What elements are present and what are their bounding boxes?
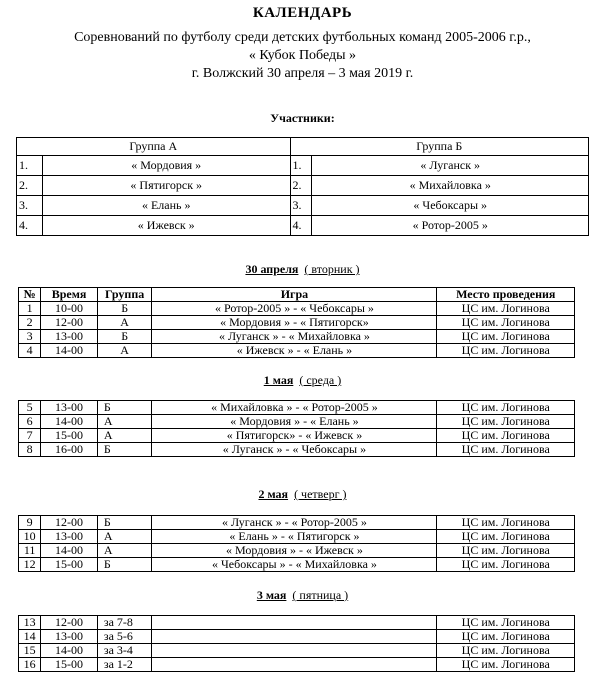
- day-date: 3 мая: [256, 588, 287, 602]
- match-venue: ЦС им. Логинова: [437, 302, 575, 316]
- match-time: 15-00: [41, 558, 98, 572]
- participant-number-a: 3.: [17, 196, 43, 216]
- match-group: А: [97, 530, 152, 544]
- match-row: [19, 644, 575, 658]
- subtitle-line-1: Соревнований по футболу среди детских футбольных команд 2005-2006 г.р.,: [74, 30, 531, 45]
- team-group-b: « Луганск »: [312, 156, 589, 176]
- participant-number-b: 1.: [290, 156, 312, 176]
- match-group: Б: [97, 330, 152, 344]
- match-number: 7: [19, 429, 41, 443]
- match-row: [19, 658, 575, 672]
- participant-number-a: 2.: [17, 176, 43, 196]
- day-weekday: ( четверг ): [294, 487, 347, 501]
- day-weekday: ( пятница ): [292, 588, 349, 602]
- match-group: А: [97, 429, 152, 443]
- match-number: 10: [19, 530, 41, 544]
- match-row: [19, 544, 575, 558]
- column-game: Игра: [152, 288, 437, 302]
- column-number: №: [19, 288, 41, 302]
- match-time: 14-00: [41, 544, 98, 558]
- match-venue: ЦС им. Логинова: [437, 401, 575, 415]
- match-game: « Чебоксары » - « Михайловка »: [152, 558, 437, 572]
- match-group: Б: [97, 558, 152, 572]
- match-game: [152, 658, 437, 672]
- match-group: Б: [97, 401, 152, 415]
- match-number: 16: [19, 658, 41, 672]
- match-venue: ЦС им. Логинова: [437, 415, 575, 429]
- group-b-header: Группа Б: [290, 138, 589, 156]
- match-time: 10-00: [41, 302, 98, 316]
- day-heading: [0, 262, 605, 277]
- participants-header-row: [17, 138, 589, 156]
- team-group-b: « Михайловка »: [312, 176, 589, 196]
- match-time: 12-00: [41, 616, 98, 630]
- match-game: « Елань » - « Пятигорск »: [152, 530, 437, 544]
- day-heading: [0, 373, 605, 388]
- match-game: [152, 616, 437, 630]
- match-number: 14: [19, 630, 41, 644]
- team-group-a: « Елань »: [42, 196, 290, 216]
- match-group: А: [97, 415, 152, 429]
- match-number: 9: [19, 516, 41, 530]
- match-venue: ЦС им. Логинова: [437, 330, 575, 344]
- subtitle-line-3: г. Волжский 30 апреля – 3 мая 2019 г.: [191, 66, 414, 81]
- schedule-table: [18, 400, 575, 457]
- participant-row: [17, 156, 589, 176]
- day-date: 2 мая: [258, 487, 289, 501]
- day-weekday: ( вторник ): [304, 262, 360, 276]
- match-group: за 1-2: [97, 658, 152, 672]
- match-group: А: [97, 316, 152, 330]
- match-number: 15: [19, 644, 41, 658]
- match-game: « Луганск » - « Чебоксары »: [152, 443, 437, 457]
- match-row: [19, 558, 575, 572]
- match-group: А: [97, 344, 152, 358]
- match-group: Б: [97, 302, 152, 316]
- match-row: [19, 330, 575, 344]
- column-venue: Место проведения: [437, 288, 575, 302]
- match-row: [19, 429, 575, 443]
- participant-number-b: 2.: [290, 176, 312, 196]
- match-time: 13-00: [41, 401, 98, 415]
- match-game: « Мордовия » - « Ижевск »: [152, 544, 437, 558]
- match-time: 13-00: [41, 630, 98, 644]
- day-date: 30 апреля: [245, 262, 299, 276]
- match-venue: ЦС им. Логинова: [437, 616, 575, 630]
- day-date: 1 мая: [263, 373, 294, 387]
- match-row: [19, 316, 575, 330]
- match-venue: ЦС им. Логинова: [437, 644, 575, 658]
- match-game: « Михайловка » - « Ротор-2005 »: [152, 401, 437, 415]
- match-venue: ЦС им. Логинова: [437, 544, 575, 558]
- subtitle-line-2: « Кубок Победы »: [248, 48, 357, 63]
- team-group-a: « Ижевск »: [42, 216, 290, 236]
- match-row: [19, 530, 575, 544]
- match-group: А: [97, 544, 152, 558]
- match-venue: ЦС им. Логинова: [437, 558, 575, 572]
- match-row: [19, 616, 575, 630]
- match-number: 5: [19, 401, 41, 415]
- match-group: за 5-6: [97, 630, 152, 644]
- match-game: « Ротор-2005 » - « Чебоксары »: [152, 302, 437, 316]
- team-group-b: « Чебоксары »: [312, 196, 589, 216]
- match-group: за 3-4: [97, 644, 152, 658]
- match-game: « Луганск » - « Михайловка »: [152, 330, 437, 344]
- match-number: 4: [19, 344, 41, 358]
- match-venue: ЦС им. Логинова: [437, 443, 575, 457]
- participant-number-b: 3.: [290, 196, 312, 216]
- match-game: [152, 644, 437, 658]
- match-group: Б: [97, 443, 152, 457]
- participant-number-b: 4.: [290, 216, 312, 236]
- match-time: 13-00: [41, 530, 98, 544]
- match-game: « Ижевск » - « Елань »: [152, 344, 437, 358]
- match-game: [152, 630, 437, 644]
- match-number: 3: [19, 330, 41, 344]
- match-time: 16-00: [41, 443, 98, 457]
- schedule-table: [18, 287, 575, 358]
- schedule-table: [18, 515, 575, 572]
- match-group: за 7-8: [97, 616, 152, 630]
- team-group-b: « Ротор-2005 »: [312, 216, 589, 236]
- participants-heading: Участники:: [270, 111, 335, 125]
- match-number: 12: [19, 558, 41, 572]
- match-time: 14-00: [41, 415, 98, 429]
- participant-number-a: 1.: [17, 156, 43, 176]
- match-venue: ЦС им. Логинова: [437, 658, 575, 672]
- team-group-a: « Мордовия »: [42, 156, 290, 176]
- match-time: 15-00: [41, 658, 98, 672]
- match-game: « Луганск » - « Ротор-2005 »: [152, 516, 437, 530]
- match-number: 6: [19, 415, 41, 429]
- participant-row: [17, 196, 589, 216]
- match-venue: ЦС им. Логинова: [437, 630, 575, 644]
- match-time: 13-00: [41, 330, 98, 344]
- match-time: 14-00: [41, 644, 98, 658]
- match-row: [19, 630, 575, 644]
- match-row: [19, 415, 575, 429]
- match-group: Б: [97, 516, 152, 530]
- match-number: 13: [19, 616, 41, 630]
- match-row: [19, 302, 575, 316]
- match-game: « Пятигорск» - « Ижевск »: [152, 429, 437, 443]
- day-heading: [0, 487, 605, 502]
- match-game: « Мордовия » - « Елань »: [152, 415, 437, 429]
- match-time: 15-00: [41, 429, 98, 443]
- match-number: 1: [19, 302, 41, 316]
- match-row: [19, 443, 575, 457]
- participant-row: [17, 216, 589, 236]
- participant-row: [17, 176, 589, 196]
- match-venue: ЦС им. Логинова: [437, 344, 575, 358]
- match-venue: ЦС им. Логинова: [437, 516, 575, 530]
- match-venue: ЦС им. Логинова: [437, 530, 575, 544]
- group-a-header: Группа А: [17, 138, 291, 156]
- column-group: Группа: [97, 288, 152, 302]
- match-game: « Мордовия » - « Пятигорск»: [152, 316, 437, 330]
- match-row: [19, 344, 575, 358]
- document-title: КАЛЕНДАРЬ: [252, 5, 353, 21]
- participant-number-a: 4.: [17, 216, 43, 236]
- column-time: Время: [41, 288, 98, 302]
- match-number: 8: [19, 443, 41, 457]
- match-venue: ЦС им. Логинова: [437, 316, 575, 330]
- match-number: 2: [19, 316, 41, 330]
- match-time: 14-00: [41, 344, 98, 358]
- day-weekday: ( среда ): [299, 373, 342, 387]
- match-time: 12-00: [41, 516, 98, 530]
- match-row: [19, 516, 575, 530]
- match-row: [19, 401, 575, 415]
- team-group-a: « Пятигорск »: [42, 176, 290, 196]
- match-venue: ЦС им. Логинова: [437, 429, 575, 443]
- schedule-table: [18, 615, 575, 672]
- schedule-header-row: [19, 288, 575, 302]
- participants-table: [16, 137, 589, 236]
- match-time: 12-00: [41, 316, 98, 330]
- day-heading: [0, 588, 605, 603]
- match-number: 11: [19, 544, 41, 558]
